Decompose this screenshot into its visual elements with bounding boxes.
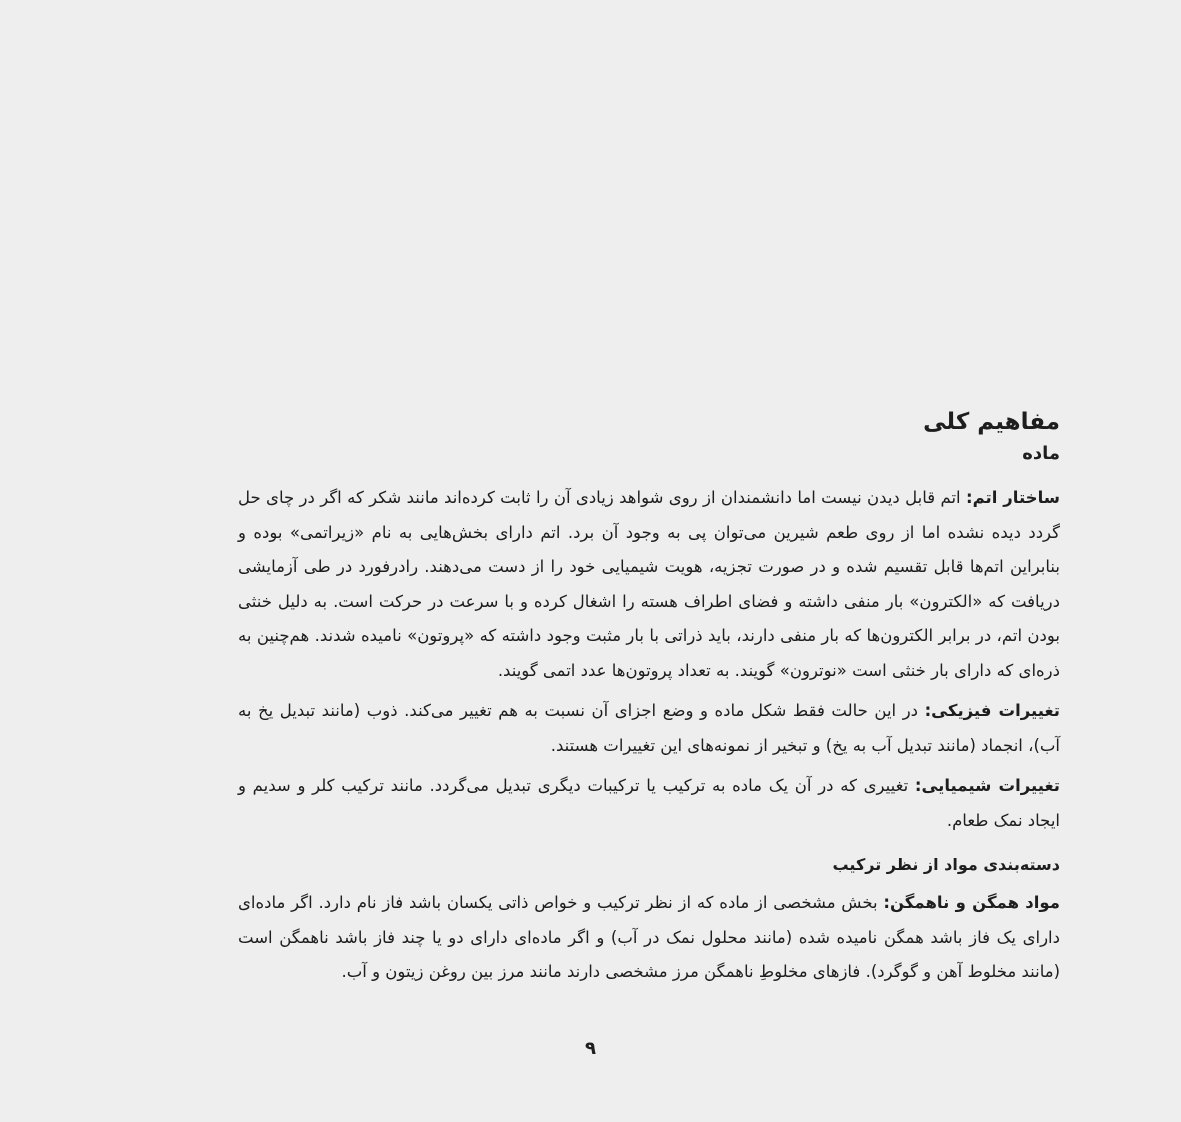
term-atom-structure: ساختار اتم: — [966, 488, 1060, 507]
term-physical-changes: تغییرات فیزیکی: — [924, 701, 1060, 720]
term-chemical-changes: تغییرات شیمیایی: — [914, 776, 1061, 795]
text-physical-changes: در این حالت فقط شکل ماده و وضع اجزای آن نسبت به هم تغییر می‌کند. ذوب (مانند تبدیل یخ به آب)، انجماد (مانند تبدیل آب به یخ) و تبخیر از نمونه‌های این تغییرات هستند. — [238, 701, 1060, 755]
page-number: ۹ — [585, 1038, 596, 1059]
text-homogeneous-heterogeneous: بخش مشخصی از ماده که از نظر ترکیب و خواص ذاتی یکسان باشد فاز نام دارد. اگر ماده‌ای دارای یک فاز باشد همگن نامیده شده (مانند محلول نمک در آب) و اگر ماده‌ای دارای دو یا چند فاز باشد ناهمگن است (مانند مخلوط آهن و گوگرد). فازهای مخلوطِ ناهمگن مرز مشخصی دارند مانند مرز بین روغن زیتون و آب. — [238, 893, 1060, 981]
page-title: مفاهیم کلی — [923, 409, 1060, 435]
text-chemical-changes: تغییری که در آن یک ماده به ترکیب یا ترکیبات دیگری تبدیل می‌گردد. مانند ترکیب کلر و سدیم و ایجاد نمک طعام. — [238, 776, 1060, 830]
section-heading: دسته‌بندی مواد از نظر ترکیب — [832, 855, 1060, 874]
paragraph-atom-structure — [238, 481, 1060, 688]
paragraph-chemical-changes — [238, 769, 1060, 838]
term-homogeneous-heterogeneous: مواد همگن و ناهمگن: — [883, 893, 1060, 912]
paragraph-homogeneous-heterogeneous — [238, 886, 1060, 990]
paragraph-physical-changes — [238, 694, 1060, 763]
page-subtitle: ماده — [1022, 443, 1060, 464]
document-body — [238, 405, 1060, 996]
text-atom-structure: اتم قابل دیدن نیست اما دانشمندان از روی شواهد زیادی آن را ثابت کرده‌اند مانند شکر که اگر در چای حل گردد دیده نشده اما از روی طعم شیرین می‌توان پی به وجود آن برد. اتم دارای بخش‌هایی به نام «زیراتمی» بوده و بنابراین اتم‌ها قابل تقسیم شده و در صورت تجزیه، هویت شیمیایی خود را از دست می‌دهند. رادرفورد در طی آزمایشی دریافت که «الکترون» بار منفی داشته و فضای اطراف هسته را اشغال کرده و با سرعت در حرکت است. به دلیل خنثی بودن اتم، در برابر الکترون‌ها که بار منفی دارند، باید ذراتی با بار مثبت وجود داشته که «پروتون» نامیده شدند. هم‌چنین به ذره‌ای که دارای بار خنثی است «نوترون» گویند. به تعداد پروتون‌ها عدد اتمی گویند. — [238, 488, 1060, 680]
